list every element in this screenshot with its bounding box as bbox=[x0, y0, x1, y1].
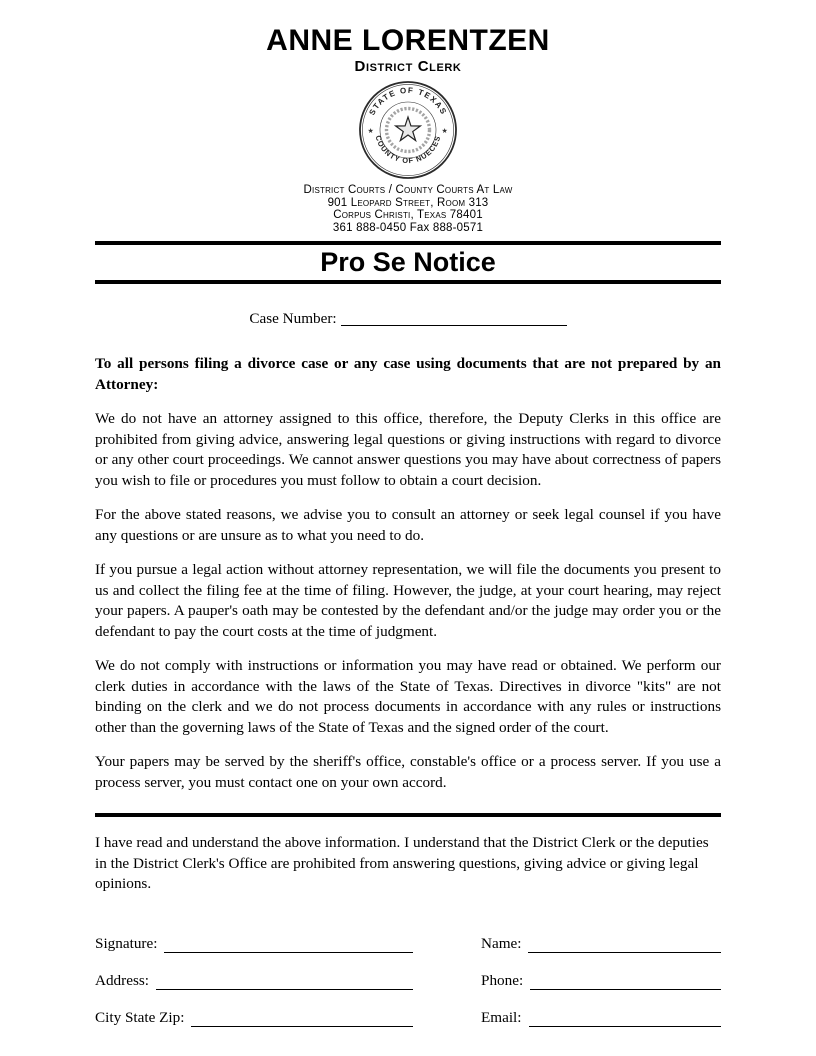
email-row bbox=[481, 1005, 721, 1027]
paragraph-process-server: Your papers may be served by the sheriff's office, constable's office or a process server. If you use a process server, you must contact one on your own accord. bbox=[95, 753, 721, 791]
clerk-title: District Clerk bbox=[354, 58, 462, 75]
phone-label: Phone: bbox=[481, 971, 524, 989]
paragraph-no-attorney: We do not have an attorney assigned to this office, therefore, the Deputy Clerks in this office are prohibited from giving advice, answering legal questions or giving instructions with regard to divorce or any other court proceedings. We cannot answer questions you may have about correctness of papers you wish to file or procedures you must follow to obtain a court decision. bbox=[95, 410, 721, 489]
document-header bbox=[95, 24, 721, 234]
name-line bbox=[528, 937, 721, 953]
signature-line bbox=[164, 937, 413, 953]
seal-bottom-text: COUNTY OF NUECES bbox=[373, 134, 443, 166]
paragraph-filing-fee: If you pursue a legal action without attorney representation, we will file the documents you present to us and collect the filing fee at the time of filing. However, the judge, at your court hearing, may reject your papers. A pauper's oath may be contested by the defendant and/or the judge may order you or the defendant to pay the court costs at the time of judgment. bbox=[95, 561, 721, 640]
case-number-line bbox=[341, 325, 567, 326]
address-block bbox=[95, 184, 721, 234]
address-label: Address: bbox=[95, 971, 149, 989]
document-title: Pro Se Notice bbox=[320, 247, 496, 277]
fields-right-column bbox=[481, 931, 721, 1042]
case-number-row bbox=[95, 310, 721, 328]
salutation: To all persons filing a divorce case or any case using documents that are not prepared by an Attorney: bbox=[95, 355, 721, 393]
signature-label: Signature: bbox=[95, 934, 158, 952]
seal-star-left-icon: ★ bbox=[367, 128, 374, 135]
paragraph-consult-attorney: For the above stated reasons, we advise you to consult an attorney or seek legal counsel if you have any questions or are unsure as to what you need to do. bbox=[95, 506, 721, 544]
address-line bbox=[156, 974, 413, 990]
signature-fields bbox=[95, 931, 721, 1042]
case-number-label: Case Number: bbox=[249, 310, 337, 327]
city-state-zip-row bbox=[95, 1005, 413, 1027]
seal-star-right-icon: ★ bbox=[441, 128, 448, 135]
clerk-name: ANNE LORENTZEN bbox=[266, 24, 550, 57]
name-row bbox=[481, 931, 721, 953]
phone-row bbox=[481, 968, 721, 990]
acknowledgment: I have read and understand the above information. I understand that the District Clerk or the deputies in the District Clerk's Office are prohibited from answering questions, giving advice or giving legal opinions. bbox=[95, 834, 709, 892]
name-label: Name: bbox=[481, 934, 522, 952]
city-state-zip-label: City State Zip: bbox=[95, 1008, 185, 1026]
paragraph-clerk-duties: We do not comply with instructions or information you may have read or obtained. We perform our clerk duties in accordance with the laws of the State of Texas. Directives in divorce "kits" are not binding on the clerk and we do not process documents in accordance with any rules or instructions other than the governing laws of the State of Texas and the signed order of the court. bbox=[95, 657, 721, 736]
address-line-city: Corpus Christi, Texas 78401 bbox=[333, 209, 483, 221]
county-seal bbox=[358, 80, 458, 180]
email-label: Email: bbox=[481, 1008, 522, 1026]
divider-mid bbox=[95, 813, 721, 817]
seal-top-text: STATE OF TEXAS bbox=[367, 85, 449, 117]
divider-under-title bbox=[95, 280, 721, 284]
address-line-courts: District Courts / County Courts At Law bbox=[303, 184, 513, 196]
email-line bbox=[529, 1011, 722, 1027]
county-seal-icon bbox=[358, 80, 458, 180]
fields-left-column bbox=[95, 931, 413, 1042]
address-row bbox=[95, 968, 413, 990]
phone-line bbox=[530, 974, 721, 990]
address-line-street: 901 Leopard Street, Room 313 bbox=[327, 196, 489, 209]
address-line-phone: 361 888-0450 Fax 888-0571 bbox=[332, 221, 484, 234]
city-state-zip-line bbox=[191, 1011, 413, 1027]
signature-row bbox=[95, 931, 413, 953]
